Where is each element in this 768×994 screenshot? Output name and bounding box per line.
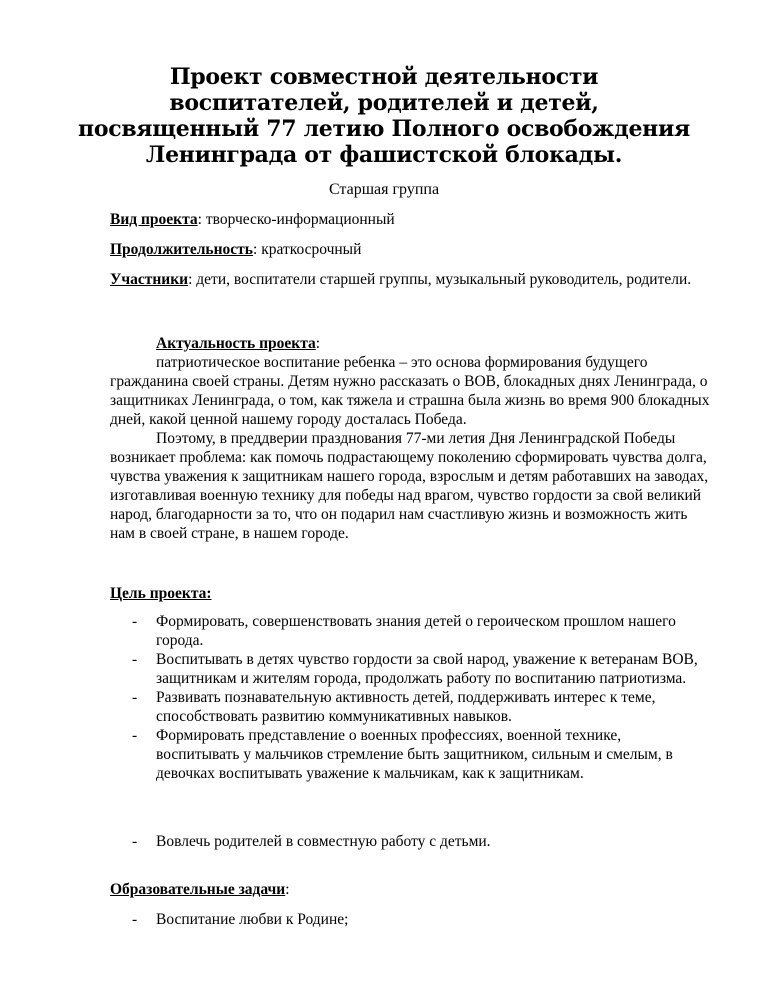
relevance-label: Актуальность проекта [156, 335, 316, 352]
group-subtitle: Старшая группа [328, 181, 440, 198]
participants-label: Участники [110, 271, 189, 288]
participants-sep: : [188, 271, 193, 288]
goal-item-text: Формировать, совершенствовать знания детей о героическом прошлом нашего города. [156, 613, 676, 649]
duration-label: Продолжительность [110, 241, 253, 258]
duration-sep: : [253, 241, 258, 258]
relevance-paragraph-2: Поэтому, в преддверии празднования 77-ми летия Дня Ленинградской Победы возникает проблема: как помочь подрастающему поколению сформировать чувства долга, чувства уважения к защитникам нашего города, взрослым и детям работавших на заводах, изготавливая военную технику для победы над врагом, чувство гордости за свой великий народ, благодарности за то, что он подарил нам счастливую жизнь и возможность жить нам в своей стране, в нашем городе. [110, 430, 709, 542]
participants-value: дети, воспитатели старшей группы, музыкальный руководитель, родители. [192, 271, 692, 288]
edu-tasks-heading [110, 880, 715, 899]
list-dash: - [132, 911, 138, 928]
goal-item [110, 650, 698, 688]
relevance-heading [156, 334, 716, 353]
edu-tasks-list [110, 910, 710, 929]
project-type-value: творческо-информационный [201, 211, 395, 228]
goal-label: Цель проекта: [110, 585, 212, 602]
goal-item-text: Формировать представление о военных профессиях, военной технике, воспитывать у мальчиков стремление быть защитником, сильным и смелым, в девочках воспитывать уважение к мальчикам, как к защитникам. [156, 727, 673, 782]
duration-value: краткосрочный [257, 241, 362, 258]
project-type-field [110, 210, 710, 229]
goal-item [110, 726, 698, 783]
relevance-sep: : [315, 335, 321, 352]
title-line: воспитателей, родителей и детей, [169, 90, 599, 116]
duration-field [110, 240, 710, 259]
title-line: посвященный 77 летию Полного освобождения [78, 116, 690, 142]
edu-task-item [110, 910, 710, 929]
document-title [0, 64, 768, 168]
list-dash: - [132, 727, 138, 744]
relevance-paragraph-1: патриотическое воспитание ребенка – это основа формирования будущего гражданина своей страны. Детям нужно рассказать о ВОВ, блокадных днях Ленинграда, о защитниках Ленинграда, о том, как тяжела и страшна была жизнь во время 900 блокадных дней, какой ценной нашему городу досталась Победа. [110, 354, 710, 428]
title-line: Проект совместной деятельности [169, 64, 599, 90]
goal-item [110, 612, 698, 650]
title-line: Ленинграда от фашистской блокады. [145, 142, 623, 168]
edu-task-text: Воспитание любви к Родине; [156, 911, 349, 928]
goal-item [110, 832, 710, 851]
goal-heading [110, 584, 715, 603]
goal-item-text: Воспитывать в детях чувство гордости за свой народ, уважение к ветеранам ВОВ, защитникам и жителям города, продолжать работу по воспитанию патриотизма. [156, 651, 698, 687]
list-dash: - [132, 651, 138, 668]
goal-item-text: Развивать познавательную активность детей, поддерживать интерес к теме, способствовать развитию коммуникативных навыков. [156, 689, 656, 725]
goal-list [110, 612, 698, 783]
edu-tasks-label: Образовательные задачи [110, 881, 286, 898]
goal-extra-list [110, 832, 710, 851]
goal-item-text: Вовлечь родителей в совместную работу с детьми. [156, 833, 491, 850]
project-type-sep: : [197, 211, 202, 228]
participants-field [110, 270, 708, 289]
edu-tasks-sep: : [285, 881, 290, 898]
list-dash: - [132, 613, 138, 630]
project-type-label: Вид проекта [110, 211, 198, 228]
list-dash: - [132, 689, 138, 706]
goal-item [110, 688, 698, 726]
list-dash: - [132, 833, 138, 850]
